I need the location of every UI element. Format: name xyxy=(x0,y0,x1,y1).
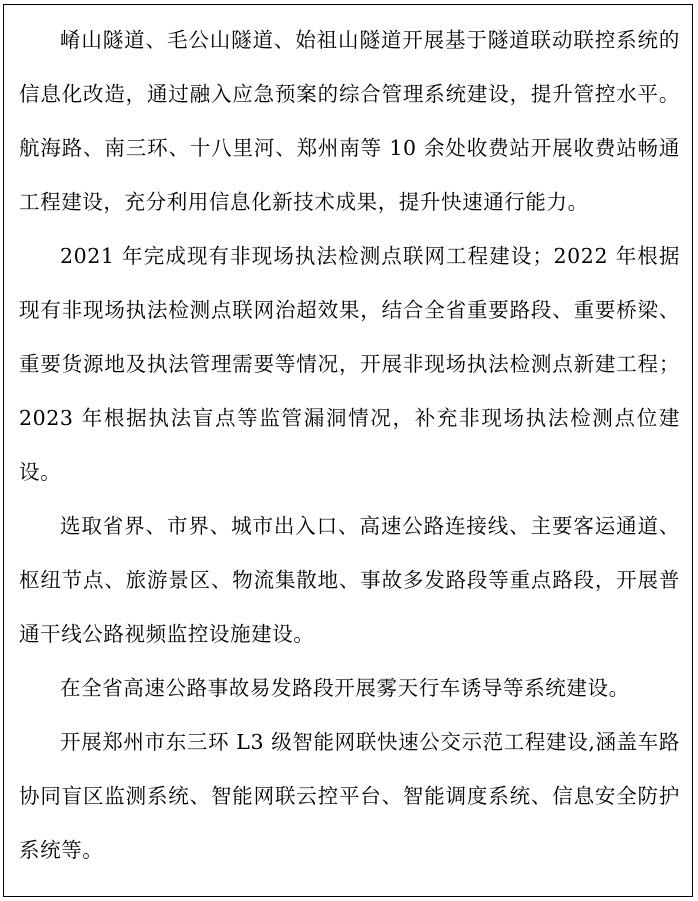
paragraph-video-monitoring: 选取省界、市界、城市出入口、高速公路连接线、主要客运通道、枢纽节点、旅游景区、物流集散地、事故多发路段等重点路段，开展普通干线公路视频监控设施建设。 xyxy=(19,514,680,646)
paragraph-tunnel-toll: 崤山隧道、毛公山隧道、始祖山隧道开展基于隧道联动联控系统的信息化改造，通过融入应急预案的综合管理系统建设，提升管控水平。航海路、南三环、十八里河、郑州南等 10 余处收费站开展收费站畅通工程建设，充分利用信息化新技术成果，提升快速通行能力。 xyxy=(19,28,680,214)
paragraph-smart-brt: 开展郑州市东三环 L3 级智能网联快速公交示范工程建设,涵盖车路协同盲区监测系统、智能网联云控平台、智能调度系统、信息安全防护系统等。 xyxy=(19,730,680,862)
paragraph-fog-guidance: 在全省高速公路事故易发路段开展雾天行车诱导等系统建设。 xyxy=(60,676,630,700)
paragraph-enforcement-points: 2021 年完成现有非现场执法检测点联网工程建设；2022 年根据现有非现场执法检测点联网治超效果，结合全省重要路段、重要桥梁、重要货源地及执法管理需要等情况，开展非现场执法检测点新建工程；2023 年根据执法盲点等监管漏洞情况，补充非现场执法检测点位建设。 xyxy=(19,244,680,484)
document-frame xyxy=(3,4,693,897)
